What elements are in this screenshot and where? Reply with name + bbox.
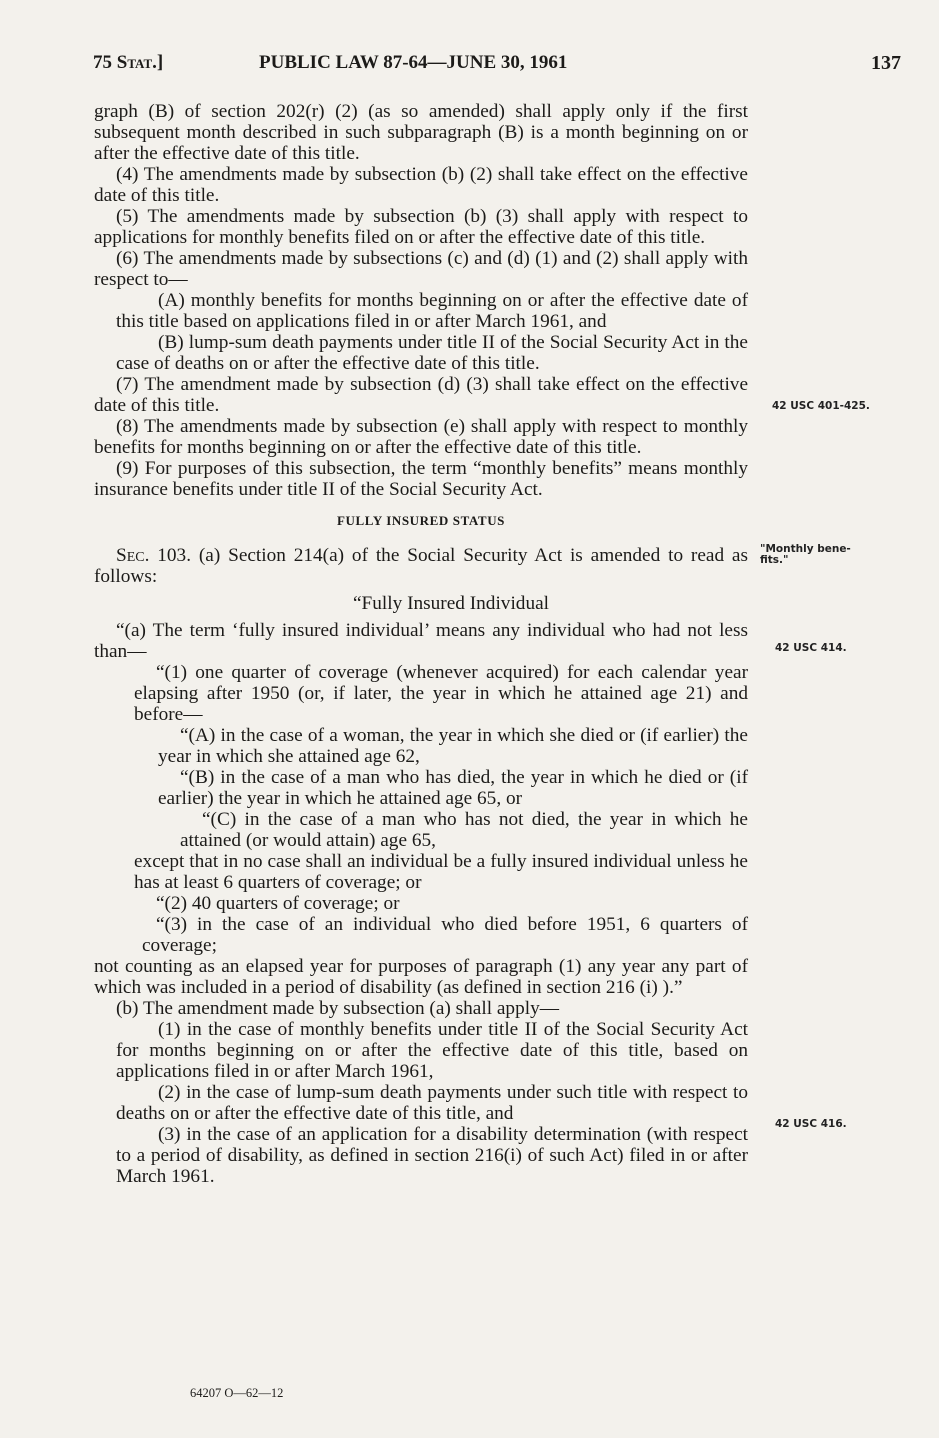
running-head: PUBLIC LAW 87-64—JUNE 30, 1961 [259, 52, 568, 73]
quoted-clause-c: “(C) in the case of a man who has not died, the year in which he attained (or would attain) age 65, [180, 809, 748, 851]
paragraph-6a: (A) monthly benefits for months beginning on or after the effective date of this title based on applications filed in or after March 1961, and [116, 290, 748, 332]
paragraph-8: (8) The amendments made by subsection (e) shall apply with respect to monthly benefits for months beginning on or after the effective date of this title. [94, 416, 748, 458]
quoted-paragraph-3: “(3) in the case of an individual who died before 1951, 6 quarters of coverage; [142, 914, 748, 956]
margin-definition-note: "Monthly bene- fits." [760, 543, 851, 566]
margin-citation-401: 42 USC 401-425. [772, 400, 870, 412]
section-heading: FULLY INSURED STATUS [336, 513, 506, 528]
quoted-closing: not counting as an elapsed year for purposes of paragraph (1) any year any part of which was included in a period of disability (as defined in section 216 (i) ).” [94, 956, 748, 998]
subsection-b-3: (3) in the case of an application for a disability determination (with respect to a period of disability, as defined in section 216(i) of such Act) filed in or after March 1961. [116, 1124, 748, 1187]
paragraph-6b: (B) lump-sum death payments under title II of the Social Security Act in the case of deaths on or after the effective date of this title. [116, 332, 748, 374]
paragraph-7: (7) The amendment made by subsection (d) (3) shall take effect on the effective date of this title. [94, 374, 748, 416]
page-body [94, 101, 748, 1187]
subsection-b: (b) The amendment made by subsection (a) shall apply— [116, 998, 559, 1019]
subsection-title: “Fully Insured Individual [353, 593, 549, 614]
subsection-b-1: (1) in the case of monthly benefits under title II of the Social Security Act for months beginning on or after the effective date of this title, based on applications filed in or after March 1961, [116, 1019, 748, 1082]
statute-reference: 75 Stat.] [93, 52, 164, 73]
quoted-subsection-a: “(a) The term ‘fully insured individual’ means any individual who had not less than— [94, 620, 748, 662]
printing-code: 64207 O—62—12 [190, 1386, 284, 1400]
margin-citation-416: 42 USC 416. [775, 1118, 847, 1130]
paragraph-4: (4) The amendments made by subsection (b) (2) shall take effect on the effective date of this title. [94, 164, 748, 206]
quoted-exception: except that in no case shall an individual be a fully insured individual unless he has at least 6 quarters of coverage; or [134, 851, 748, 893]
page-number: 137 [871, 52, 901, 74]
quoted-clause-b: “(B) in the case of a man who has died, the year in which he died or (if earlier) the year in which he attained age 65, or [158, 767, 748, 809]
subsection-b-2: (2) in the case of lump-sum death payments under such title with respect to deaths on or after the effective date of this title, and [116, 1082, 748, 1124]
paragraph-continuation: graph (B) of section 202(r) (2) (as so amended) shall apply only if the first subsequent month described in such subparagraph (B) is a month beginning on or after the effective date of this title. [94, 101, 748, 164]
margin-citation-414: 42 USC 414. [775, 642, 847, 654]
page-header [93, 52, 901, 82]
paragraph-5: (5) The amendments made by subsection (b) (3) shall apply with respect to applications for monthly benefits filed on or after the effective date of this title. [94, 206, 748, 248]
quoted-paragraph-1: “(1) one quarter of coverage (whenever acquired) for each calendar year elapsing after 1950 (or, if later, the year in which he attained age 21) and before— [134, 662, 748, 725]
paragraph-6: (6) The amendments made by subsections (c) and (d) (1) and (2) shall apply with respect to— [94, 248, 748, 290]
section-103-intro: Sec. 103. (a) Section 214(a) of the Social Security Act is amended to read as follows: [94, 545, 748, 587]
quoted-paragraph-2: “(2) 40 quarters of coverage; or [156, 893, 400, 914]
quoted-clause-a: “(A) in the case of a woman, the year in which she died or (if earlier) the year in which she attained age 62, [158, 725, 748, 767]
paragraph-9: (9) For purposes of this subsection, the term “monthly benefits” means monthly insurance benefits under title II of the Social Security Act. [94, 458, 748, 500]
section-label: Sec. 103. [116, 545, 192, 566]
